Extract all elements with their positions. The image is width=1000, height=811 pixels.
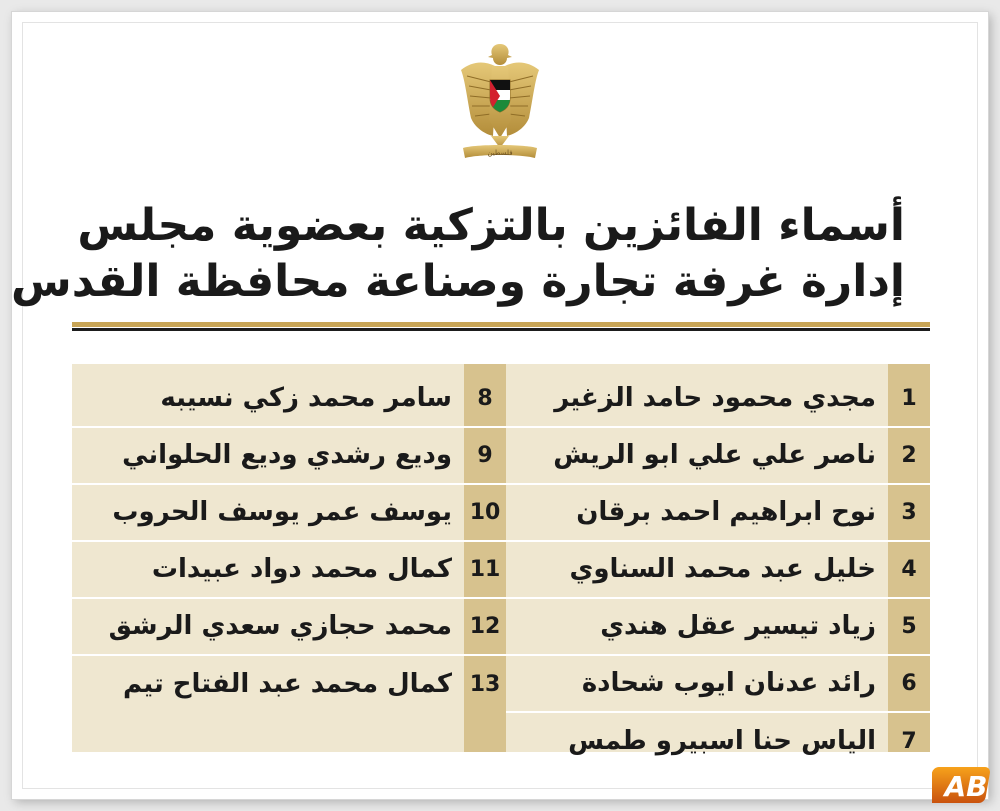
list-item-name: نوح ابراهيم احمد برقان [576,497,876,527]
list-item-number: 7 [901,728,917,754]
list-item-name: رائد عدنان ايوب شحادة [581,668,876,698]
list-item [72,370,506,428]
list-item-number: 2 [901,442,917,468]
list-item-name: وديع رشدي وديع الحلواني [122,440,452,470]
list-item [506,712,930,770]
list-item [72,484,506,542]
watermark-text: AB [944,770,988,803]
list-item-name: الياس حنا اسبيرو طمس [568,726,876,756]
palestine-eagle-emblem-icon [455,40,545,170]
list-item-number: 5 [901,613,917,639]
list-item-name: كمال محمد عبد الفتاح تيم [122,669,452,699]
list-item-name: خليل عبد محمد السناوي [569,554,876,584]
list-item [506,370,930,428]
list-item [506,541,930,599]
list-item [72,541,506,599]
list-item-name: ناصر علي علي ابو الريش [553,440,876,470]
list-item [72,427,506,485]
list-item [506,484,930,542]
list-item-number: 10 [469,499,501,525]
list-item-number: 1 [901,385,917,411]
list-item [72,655,506,713]
page-title [11,198,905,310]
title-line-2: إدارة غرفة تجارة وصناعة محافظة القدس [11,256,905,307]
list-item [506,655,930,713]
list-item-number: 11 [469,556,501,582]
emblem-caption: فلسطين [487,149,513,157]
title-divider-gold [72,322,930,327]
list-item-name: كمال محمد دواد عبيدات [151,554,452,584]
list-item-number: 12 [469,613,501,639]
list-item-number: 8 [477,385,493,411]
list-item-name: زياد تيسير عقل هندي [600,611,876,641]
list-item [506,598,930,656]
list-item-number: 9 [477,442,493,468]
ab-logo-icon [932,761,994,807]
title-divider-dark [72,328,930,331]
list-item-name: سامر محمد زكي نسيبه [160,383,452,413]
list-item-name: محمد حجازي سعدي الرشق [108,611,452,641]
list-item [72,598,506,656]
list-item-number: 4 [901,556,917,582]
list-item-number: 13 [469,671,501,697]
list-item-number: 3 [901,499,917,525]
title-line-1: أسماء الفائزين بالتزكية بعضوية مجلس [77,200,905,251]
list-item-name: يوسف عمر يوسف الحروب [112,497,452,527]
list-item-number: 6 [901,670,917,696]
list-item-name: مجدي محمود حامد الزغير [554,383,876,413]
list-item [506,427,930,485]
